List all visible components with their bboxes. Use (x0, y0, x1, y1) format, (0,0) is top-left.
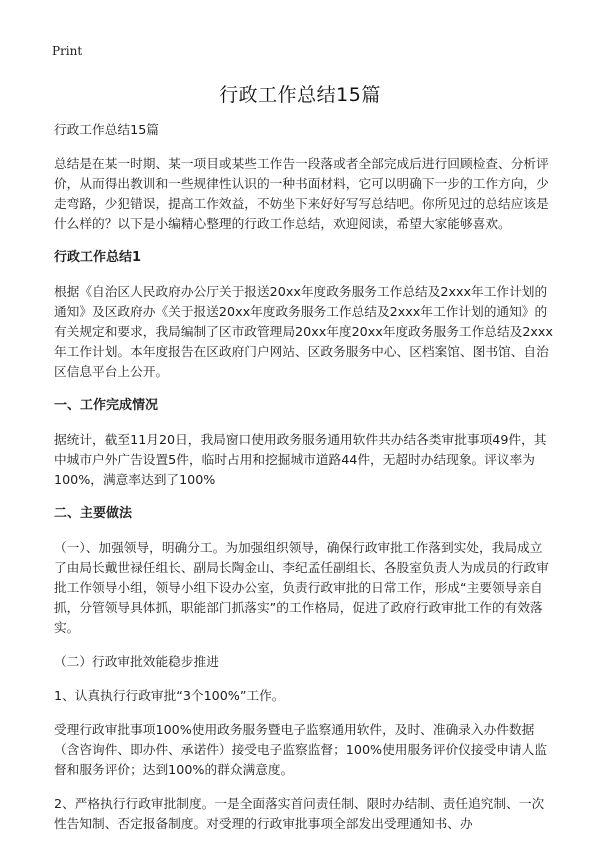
methods-paragraph-1: （一）、加强领导，明确分工。为加强组织领导，确保行政审批工作落到实处，我局成立了由局长戴世禄任组长、副局长陶金山、李纪孟任副组长、各股室负责人为成员的行政审批工作领导小组，领导小组下设办公室，负责行政审批的日常工作，形成“主要领导亲自抓，分管领导具体抓，职能部门抓落实”的工作格局，促进了政府行政审批工作的有效落实。 (54, 540, 549, 635)
document-body (54, 120, 554, 848)
document-subtitle: 行政工作总结15篇 (54, 122, 159, 137)
heading-main-methods: 二、主要做法 (54, 506, 133, 521)
section-1-paragraph: 根据《自治区人民政府办公厅关于报送20xx年度政务服务工作总结及2xxx年工作计划的通知》及区政府办《关于报送20xx年度政务服务工作总结及2xxx年工作计划的通知》的有关规定和要求，我局编制了区市政管理局20xx年度20xx年度政务服务工作总结及2xxx年工作计划。本年度报告在区政府门户网站、区政务服务中心、区档案馆、图书馆、自治区信息平台上公开。 (54, 284, 553, 379)
methods-paragraph-5: 2、严格执行行政审批制度。一是全面落实首问责任制、限时办结制、责任追究制、一次性告知制、否定报备制度。对受理的行政审批事项全部发出受理通知书、办 (54, 796, 545, 831)
methods-paragraph-4: 受理行政审批事项100%使用政务服务暨电子监察通用软件，及时、准确录入办件数据（含咨询件、即办件、承诺件）接受电子监察监督；100%使用服务评价仪接受申请人监督和服务评价；达到100%的群众满意度。 (54, 722, 548, 777)
completion-paragraph: 据统计，截至11月20日，我局窗口使用政务服务通用软件共办结各类审批事项49件，其中城市户外广告设置5件，临时占用和挖掘城市道路44件，无超时办结现象。评议率为100%，满意率达到了100% (54, 432, 547, 487)
document-title: 行政工作总结15篇 (219, 84, 381, 106)
intro-paragraph: 总结是在某一时期、某一项目或某些工作告一段落或者全部完成后进行回顾检查、分析评价，从而得出教训和一些规律性认识的一种书面材料，它可以明确下一步的工作方向，少走弯路，少犯错误，提高工作效益，不妨坐下来好好写写总结吧。你所见过的总结应该是什么样的？以下是小编精心整理的行政工作总结，欢迎阅读，希望大家能够喜欢。 (54, 156, 549, 231)
heading-work-completion: 一、工作完成情况 (54, 398, 159, 413)
print-label: Print (52, 44, 83, 58)
methods-paragraph-2: （二）行政审批效能稳步推进 (54, 654, 219, 669)
methods-paragraph-3: 1、认真执行行政审批“3个100%”工作。 (54, 688, 285, 703)
section-heading-1: 行政工作总结1 (54, 250, 142, 265)
